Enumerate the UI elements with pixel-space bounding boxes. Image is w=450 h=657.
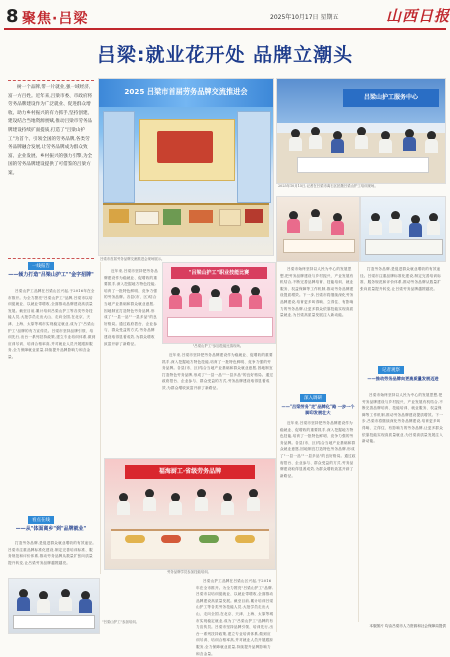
person-body [169,501,182,515]
right-top-caption: 2025年10月15日,记者在吕梁市离石区拍摄吕梁山护工培训现场。 [278,184,378,188]
newspaper-logo: 山西日报 [386,7,450,25]
section-tag-3: 深入调研 [300,394,326,402]
masthead [0,0,450,34]
gift-box [157,131,213,163]
section-name: 聚焦·吕梁 [22,11,89,27]
competition-sign: "吕梁山护工"职业技能比赛 [171,267,267,279]
person-body [409,223,422,237]
person-body [79,599,92,613]
person-body [189,293,202,307]
person-body [247,497,260,511]
masthead-rule [4,28,446,30]
dish [235,535,255,543]
photo-credit: 本版图片 均由吕梁市人力资源和社会保障局提供 [369,624,446,628]
body-column-center: 近年来,吕梁市坚持把劳务品牌建设作为稳就业、促增收的重要抓手,深入挖掘地方特色技能,培育了一批特色鲜明、竞争力强的劳务品牌。各县(市、区)结合当地产业基础和群众就业意愿,因地制宜打造特色劳务品牌,形成了"一县一品""一县多品"的良好格局。通过政府搭台、企业参与、群众受益的方式,劳务品牌建设取得显著成效,为群众增收致富开辟了新路径。 [162,353,274,390]
center-mid-caption: "吕梁山护工"参加技能比赛现场。 [192,344,244,348]
kitchen-counter [111,529,269,559]
person-body [221,501,234,515]
person-body [309,217,322,231]
issue-date: 2025年10月17日 星期五 [270,14,339,21]
right-photo-3 [276,196,360,262]
brand-banner: 福海厨工·省级劳务品牌 [125,465,255,479]
person-body [143,497,156,511]
column-divider [276,262,277,632]
main-photo [98,78,274,256]
section-title-3: ——"吕梁劳务"走"品牌化"路 一步一个脚印发展壮大 [281,404,355,415]
person-body [369,221,382,235]
section-tag-1: 一线报告 [28,262,54,270]
person-body [17,597,30,611]
center-mid-photo [162,262,276,344]
body-column-left-2: 打造劳务品牌,是促进群众就业增收的有效途径。吕梁市注重品牌标准化建设,制定完善培训标准、服务规范和评价体系,推动劳务品牌从数量扩张向质量提升转变,让吕梁劳务品牌越擦越亮。 [8,541,97,565]
person-body [249,295,262,309]
section-title-4: ——推动劳务品牌向更高质量发展迈进 [367,376,439,381]
display-board-left [103,111,135,203]
work-table [283,239,355,253]
body-column-right-b: 打造劳务品牌,是促进群众就业增收的有效途径。吕梁市注重品牌标准化建设,制定完善培训标准、服务规范和评价体系,推动劳务品牌从数量扩张向质量提升转变,让吕梁劳务品牌越擦越亮。 [360,267,442,291]
person-body [117,501,130,515]
person-body [37,599,50,613]
center-bottom-photo [104,458,276,570]
person-body [331,139,344,153]
person-body [403,137,416,151]
product-item [163,209,181,225]
lead-bottom-rule [8,258,94,259]
section-title-2: ——从"体面离乡"到"品牌就业" [15,526,87,532]
column-divider [358,262,359,622]
display-board-right [237,111,271,203]
page-number: 8 [6,6,19,27]
dish [125,535,145,543]
person-body [289,137,302,151]
person-body [425,139,438,153]
person-body [59,597,72,611]
product-item [245,209,263,223]
column-divider [100,262,101,574]
main-photo-caption: 吕梁市首届劳务品牌交流推进会现场展示。 [100,257,165,261]
body-column-right-a: 吕梁市始终坚持以人民为中心的发展思想,把劳务品牌建设与乡村振兴、产业发展有机结合,不断完善品牌培育、技能培训、就业服务、权益保障等工作机制,推动劳务品牌建设提质增效。下一步,吕梁市将继续深化劳务品牌建设,培育更多叫得响、立得住、有影响力的劳务品牌,让更多群众依靠技能实现高质量就业,为吕梁高质量发展注入新动能。 [280,267,354,318]
person-body [169,295,182,309]
product-item [219,209,241,226]
body-column-left: 吕梁山护工品牌在吕梁山区兴起,于2016年在全市推开。为全力擦亮"吕梁山护工"品牌,吕梁市以培训促就业、以就业带增收,全面推动品牌建设高质量发展。截至目前,累计培训吕梁山护工等各类劳务技能人员,大批学员走出大山、走向全国,在北京、天津、上海、太原等城市实现稳定就业,成为了"吕梁山护工"品牌的有力宣传员。吕梁市坚持品牌引领、培训先行,出台一系列扶持政策,建立专业培训体系,做到应训尽训、培训合格率高,并对就业人员开展跟踪服务,全力保障就业质量,持续提升品牌影响力和含金量。 [8,289,96,359]
product-item [189,210,213,223]
person-body [209,297,222,311]
lead-top-rule [8,80,94,81]
lead-paragraph: 树一个品牌,带一片就业,强一域经济,富一方百姓。近年来,吕梁市委、市政府将劳务品牌建设作为广泛就业、促进群众增收、助力乡村振兴的有力抓手,坚持创建、建设结合当地资源禀赋,推动吕梁市劳务品牌建设持续扩面提质,打造了"吕梁山护工"为首个、引领全国的劳务品牌,各类劳务品牌融合发展,让劳务品牌成为群众致富、企业发展、乡村振兴的强力引擎,为全国的劳务品牌建设提供了可借鉴的吕梁方案。 [8,85,93,176]
dish [199,535,219,543]
person-body [427,221,440,235]
care-bed [297,157,429,173]
person-body [331,221,344,235]
section-tag-2: 看点在线 [28,516,54,524]
person-body [195,497,208,511]
body-column-center-left: 近年来,吕梁市坚持把劳务品牌建设作为稳就业、促增收的重要抓手,深入挖掘地方特色技能,培育了一批特色鲜明、竞争力强的劳务品牌。各县(市、区)结合当地产业基础和群众就业意愿,因地制宜打造特色劳务品牌,形成了"一县一品""一县多品"的良好格局。通过政府搭台、企业参与、群众受益的方式,劳务品牌建设取得显著成效,为群众增收致富开辟了新路径。 [104,269,158,346]
person-body [389,219,402,233]
bottom-left-photo [8,578,100,634]
center-sign: 吕梁山护工服务中心 [343,89,439,107]
center-bottom-caption: 劳务品牌学员参加技能培训。 [166,570,212,574]
photo-banner-text: 2025 吕梁市首届劳务品牌交流推进会 [124,87,248,96]
product-item [109,209,129,223]
right-photo-2 [360,196,446,262]
page-headline: 吕梁:就业花开处 品牌立潮头 [96,44,354,66]
care-bed [13,615,95,629]
person-body [287,219,300,233]
bottom-left-caption: "吕梁山护工"参加培训。 [102,620,140,624]
body-column-right-c: 吕梁市始终坚持以人民为中心的发展思想,把劳务品牌建设与乡村振兴、产业发展有机结合,不断完善品牌培育、技能培训、就业服务、权益保障等工作机制,推动劳务品牌建设提质增效。下一步,吕梁市将继续深化劳务品牌建设,培育更多叫得响、立得住、有影响力的劳务品牌,让更多群众依靠技能实现高质量就业,为吕梁高质量发展注入新动能。 [362,393,444,444]
training-bed [365,239,443,255]
dish [161,535,181,543]
person-body [309,135,322,149]
body-column-bottom: 吕梁山护工品牌在吕梁山区兴起,于2016年在全市推开。为全力擦亮"吕梁山护工"品牌,吕梁市以培训促就业、以就业带增收,全面推动品牌建设高质量发展。截至目前,累计培训吕梁山护工等各类劳务技能人员,大批学员走出大山、走向全国,在北京、天津、上海、太原等城市实现稳定就业,成为了"吕梁山护工"品牌的有力宣传员。吕梁市坚持品牌引领、培训先行,出台一系列扶持政策,建立专业培训体系,做到应训尽训、培训合格率高,并对就业人员开展跟踪服务,全力保障就业质量,持续提升品牌影响力和含金量。 [196,579,274,656]
section-tag-4: 记者观察 [378,366,404,374]
section-title-1: ——倾力打造"吕梁山护工""金字招牌" [8,272,94,278]
person-body [379,139,392,153]
body-column-right-d: 近年来,吕梁市坚持把劳务品牌建设作为稳就业、促增收的重要抓手,深入挖掘地方特色技能,培育了一批特色鲜明、竞争力强的劳务品牌。各县(市、区)结合当地产业基础和群众就业意愿,因地制宜打造特色劳务品牌,形成了"一县一品""一县多品"的良好格局。通过政府搭台、企业参与、群众受益的方式,劳务品牌建设取得显著成效,为群众增收致富开辟了新路径。 [280,421,356,478]
person-body [355,135,368,149]
person-body [229,293,242,307]
right-top-photo [276,78,446,184]
product-item [135,211,159,225]
care-bed [167,317,273,337]
